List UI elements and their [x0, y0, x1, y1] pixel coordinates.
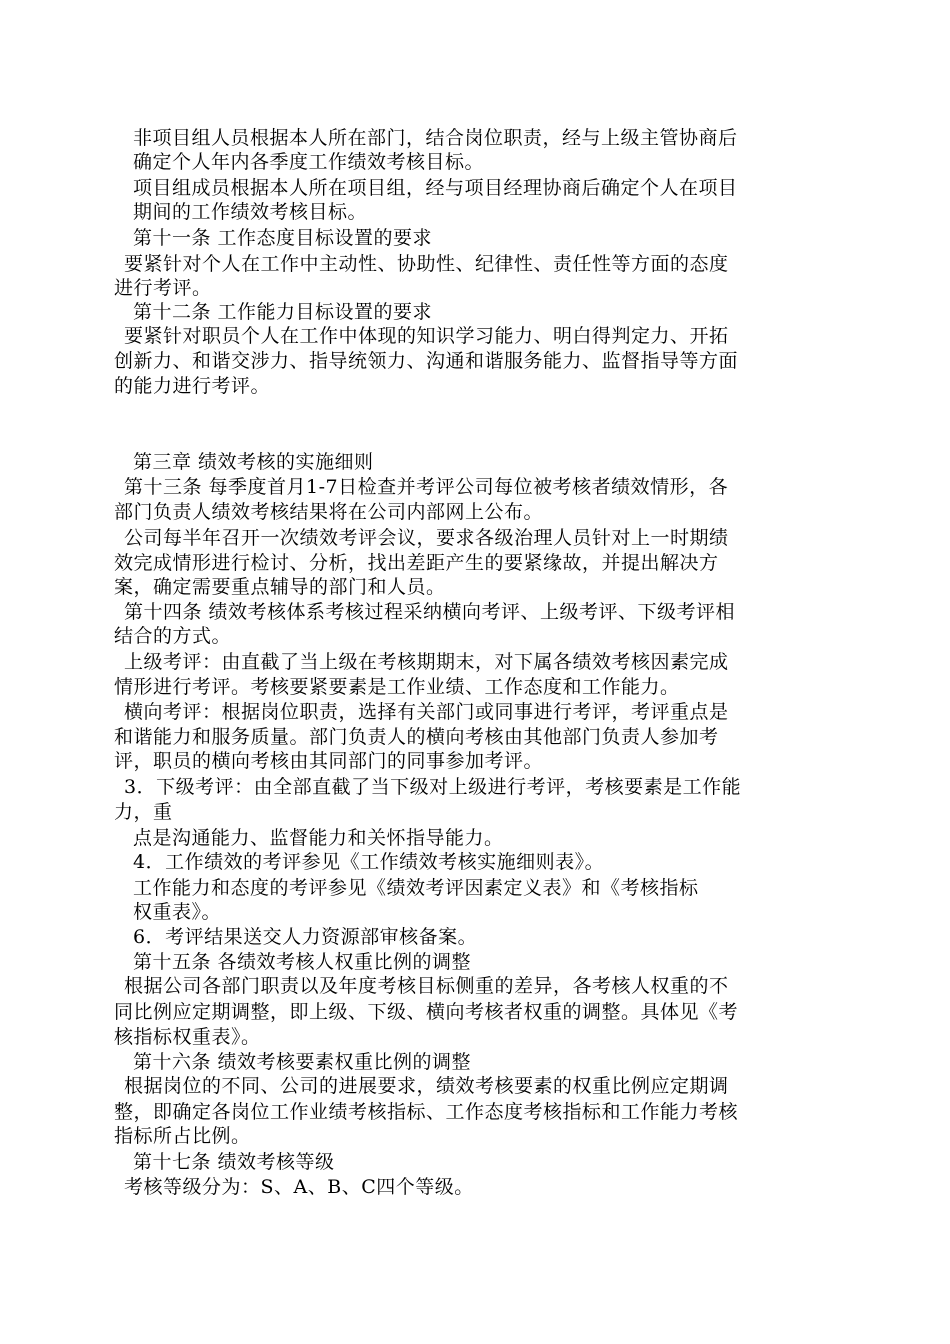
text-line: 结合的方式。 — [114, 625, 232, 647]
text-line: 考核等级分为：S、A、B、C四个等级。 — [124, 1176, 474, 1198]
text-line: 4．工作绩效的考评参见《工作绩效考核实施细则表》。 — [133, 851, 605, 873]
text-line: 情形进行考评。考核要紧要素是工作业绩、工作态度和工作能力。 — [114, 676, 680, 698]
chapter-heading: 第三章 绩效考核的实施细则 — [133, 451, 374, 473]
text-line: 指标所占比例。 — [114, 1125, 251, 1147]
text-line: 工作能力和态度的考评参见《绩效考评因素定义表》和《考核指标 — [133, 877, 699, 899]
article-heading: 第十七条 绩效考核等级 — [133, 1151, 335, 1173]
text-line: 第十四条 绩效考核体系考核过程采纳横向考评、上级考评、下级考评相 — [124, 601, 736, 623]
text-line: 效完成情形进行检讨、分析，找出差距产生的要紧缘故，并提出解决方 — [114, 552, 719, 574]
text-line: 权重表》。 — [133, 901, 222, 923]
text-line: 的能力进行考评。 — [114, 375, 271, 397]
text-line: 要紧针对职员个人在工作中体现的知识学习能力、明白得判定力、开拓 — [124, 325, 729, 347]
text-line: 部门负责人绩效考核结果将在公司内部网上公布。 — [114, 501, 544, 523]
text-line: 非项目组人员根据本人所在部门，结合岗位职责，经与上级主管协商后 — [133, 127, 738, 149]
text-line: 力，重 — [114, 801, 173, 823]
text-line: 点是沟通能力、监督能力和关怀指导能力。 — [133, 827, 504, 849]
text-line: 进行考评。 — [114, 277, 212, 299]
text-line: 上级考评：由直截了当上级在考核期期末，对下属各绩效考核因素完成 — [124, 651, 729, 673]
text-line: 评，职员的横向考核由其同部门的同事参加考评。 — [114, 750, 544, 772]
text-line: 整，即确定各岗位工作业绩考核指标、工作态度考核指标和工作能力考核 — [114, 1101, 739, 1123]
text-line: 项目组成员根据本人所在项目组，经与项目经理协商后确定个人在项目 — [133, 177, 738, 199]
text-line: 3．下级考评：由全部直截了当下级对上级进行考评，考核要素是工作能 — [124, 776, 742, 798]
text-line: 同比例应定期调整，即上级、下级、横向考核者权重的调整。具体见《考 — [114, 1001, 739, 1023]
text-line: 横向考评：根据岗位职责，选择有关部门或同事进行考评，考评重点是 — [124, 701, 729, 723]
text-line: 根据公司各部门职责以及年度考核目标侧重的差异，各考核人权重的不 — [124, 975, 729, 997]
article-heading: 第十六条 绩效考核要素权重比例的调整 — [133, 1051, 472, 1073]
text-line: 第十三条 每季度首月1-7日检查并考评公司每位被考核者绩效情形，各 — [124, 476, 729, 498]
text-line: 公司每半年召开一次绩效考评会议，要求各级治理人员针对上一时期绩 — [124, 527, 729, 549]
text-line: 6．考评结果送交人力资源部审核备案。 — [133, 926, 478, 948]
article-heading: 第十一条 工作态度目标设置的要求 — [133, 227, 433, 249]
text-line: 根据岗位的不同、公司的进展要求，绩效考核要素的权重比例应定期调 — [124, 1075, 729, 1097]
text-line: 确定个人年内各季度工作绩效考核目标。 — [133, 151, 485, 173]
article-heading: 第十五条 各绩效考核人权重比例的调整 — [133, 951, 472, 973]
article-heading: 第十二条 工作能力目标设置的要求 — [133, 301, 433, 323]
text-line: 核指标权重表》。 — [114, 1026, 261, 1048]
text-line: 期间的工作绩效考核目标。 — [133, 201, 368, 223]
text-line: 和谐能力和服务质量。部门负责人的横向考核由其他部门负责人参加考 — [114, 726, 719, 748]
text-line: 创新力、和谐交涉力、指导统领力、沟通和谐服务能力、监督指导等方面 — [114, 350, 739, 372]
text-line: 案，确定需要重点辅导的部门和人员。 — [114, 576, 446, 598]
text-line: 要紧针对个人在工作中主动性、协助性、纪律性、责任性等方面的态度 — [124, 253, 729, 275]
